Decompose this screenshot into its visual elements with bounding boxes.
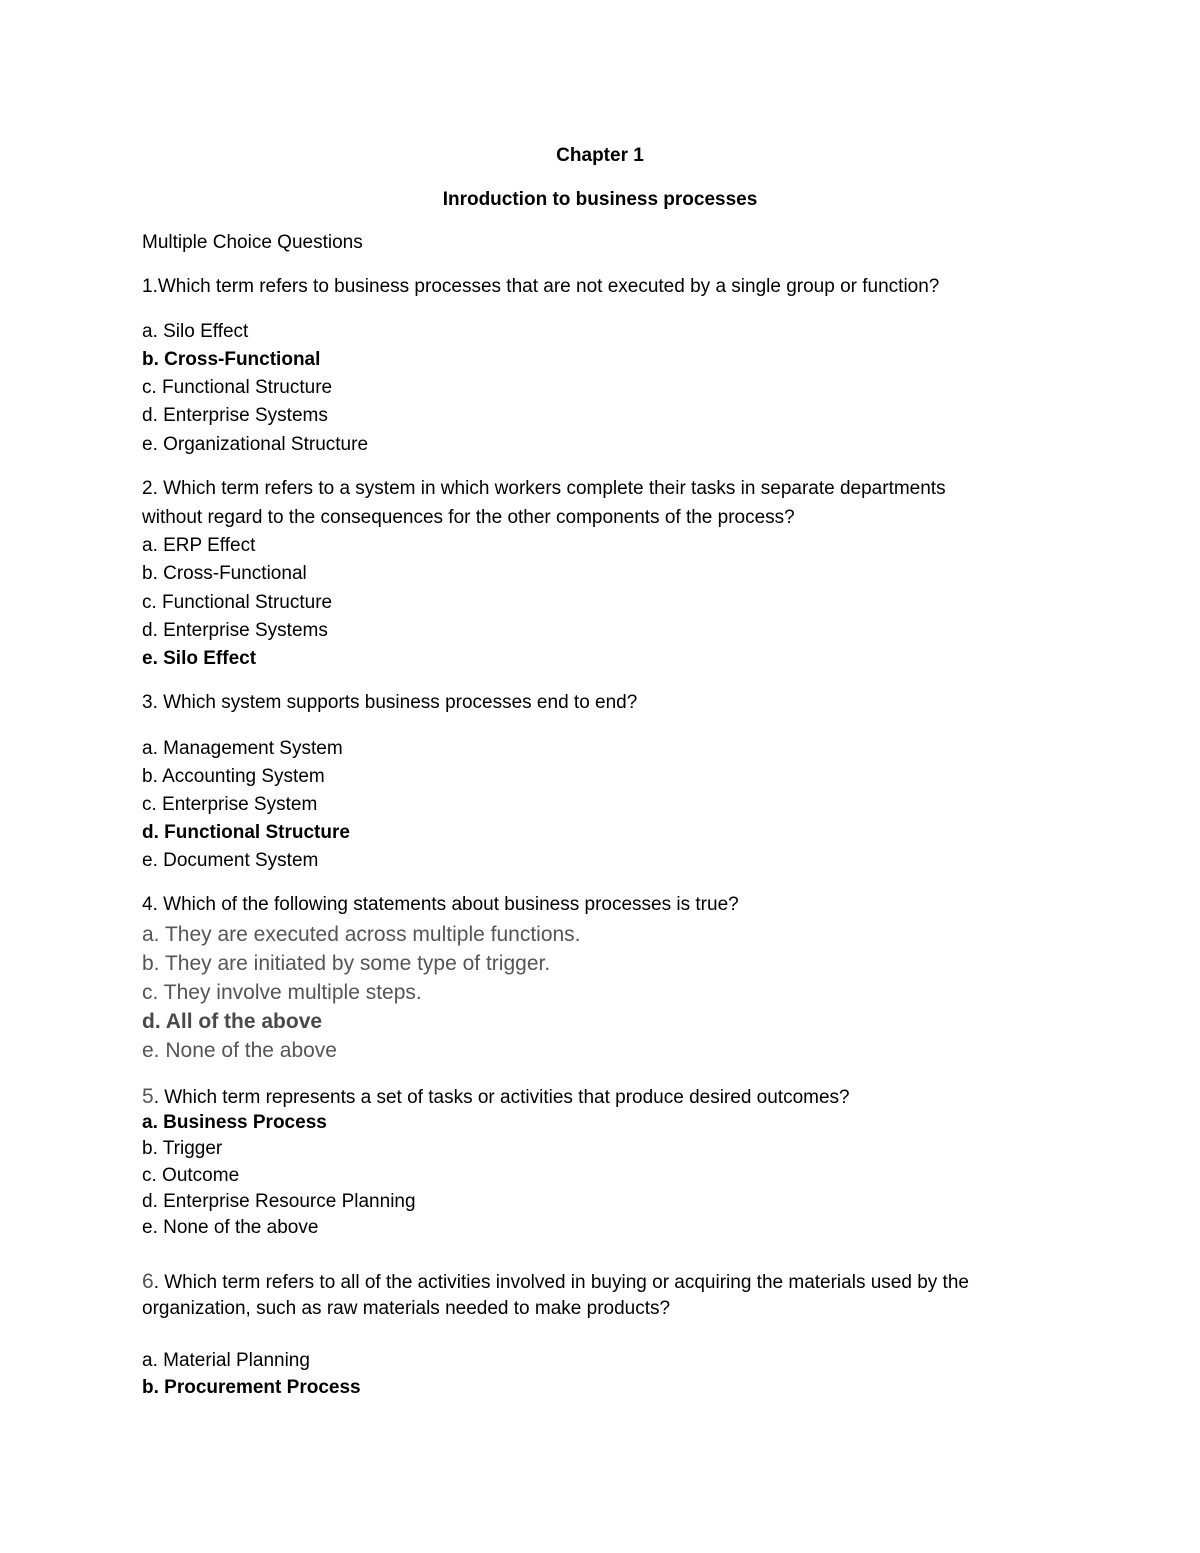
question-5-text: . Which term represents a set of tasks or activities that produce desired outcomes? xyxy=(153,1087,850,1108)
question-2-option-a: a. ERP Effect xyxy=(142,535,256,556)
question-1-option-a: a. Silo Effect xyxy=(142,321,249,342)
question-4-option-a: a. They are executed across multiple functions. xyxy=(142,923,581,946)
question-6-number: 6 xyxy=(142,1270,154,1293)
question-5-number: 5 xyxy=(142,1085,154,1108)
question-5-option-c: c. Outcome xyxy=(142,1165,240,1186)
question-6-prompt-line-1 xyxy=(142,1270,969,1295)
question-6-prompt-line-2: organization, such as raw materials needed to make products? xyxy=(142,1298,671,1319)
question-2-prompt-line-2: without regard to the consequences for the other components of the process? xyxy=(142,507,795,528)
question-2-prompt-line-1: 2. Which term refers to a system in which workers complete their tasks in separate departments xyxy=(142,478,946,499)
question-3-option-d-answer: d. Functional Structure xyxy=(142,822,350,843)
question-2-option-d: d. Enterprise Systems xyxy=(142,620,328,641)
question-4-prompt xyxy=(142,893,739,917)
question-1-option-b-answer: b. Cross-Functional xyxy=(142,349,321,370)
question-2-option-b: b. Cross-Functional xyxy=(142,563,307,584)
question-6-option-b-answer: b. Procurement Process xyxy=(142,1377,361,1398)
question-4-option-e: e. None of the above xyxy=(142,1039,337,1062)
question-2-option-e-answer: e. Silo Effect xyxy=(142,648,257,669)
question-3-prompt: 3. Which system supports business processes end to end? xyxy=(142,692,638,713)
question-3-option-e: e. Document System xyxy=(142,850,319,871)
question-5-option-b: b. Trigger xyxy=(142,1138,223,1159)
question-6-option-a: a. Material Planning xyxy=(142,1350,310,1371)
question-3-option-a: a. Management System xyxy=(142,738,343,759)
question-4-option-b: b. They are initiated by some type of trigger. xyxy=(142,952,551,975)
question-1-option-e: e. Organizational Structure xyxy=(142,434,369,455)
question-3-option-b: b. Accounting System xyxy=(142,766,325,787)
question-1-option-d: d. Enterprise Systems xyxy=(142,405,328,426)
question-1-prompt: 1.Which term refers to business processes that are not executed by a single group or function? xyxy=(142,276,940,297)
question-5-option-d: d. Enterprise Resource Planning xyxy=(142,1191,416,1212)
question-2-option-c: c. Functional Structure xyxy=(142,592,333,613)
question-4-text: . Which of the following statements about business processes is true? xyxy=(152,894,739,915)
question-1-option-c: c. Functional Structure xyxy=(142,377,333,398)
question-6-text: . Which term refers to all of the activities involved in buying or acquiring the materials used by the xyxy=(153,1272,969,1293)
question-3-option-c: c. Enterprise System xyxy=(142,794,318,815)
question-5-option-e: e. None of the above xyxy=(142,1217,319,1238)
question-4-option-c: c. They involve multiple steps. xyxy=(142,981,422,1004)
question-5-option-a-answer: a. Business Process xyxy=(142,1112,327,1133)
question-5-prompt xyxy=(142,1085,850,1110)
question-4-number: 4 xyxy=(142,894,153,915)
chapter-heading: Chapter 1 xyxy=(556,145,644,166)
chapter-title: Inroduction to business processes xyxy=(442,189,758,210)
section-heading: Multiple Choice Questions xyxy=(142,232,363,253)
question-4-option-d-answer: d. All of the above xyxy=(142,1010,323,1033)
